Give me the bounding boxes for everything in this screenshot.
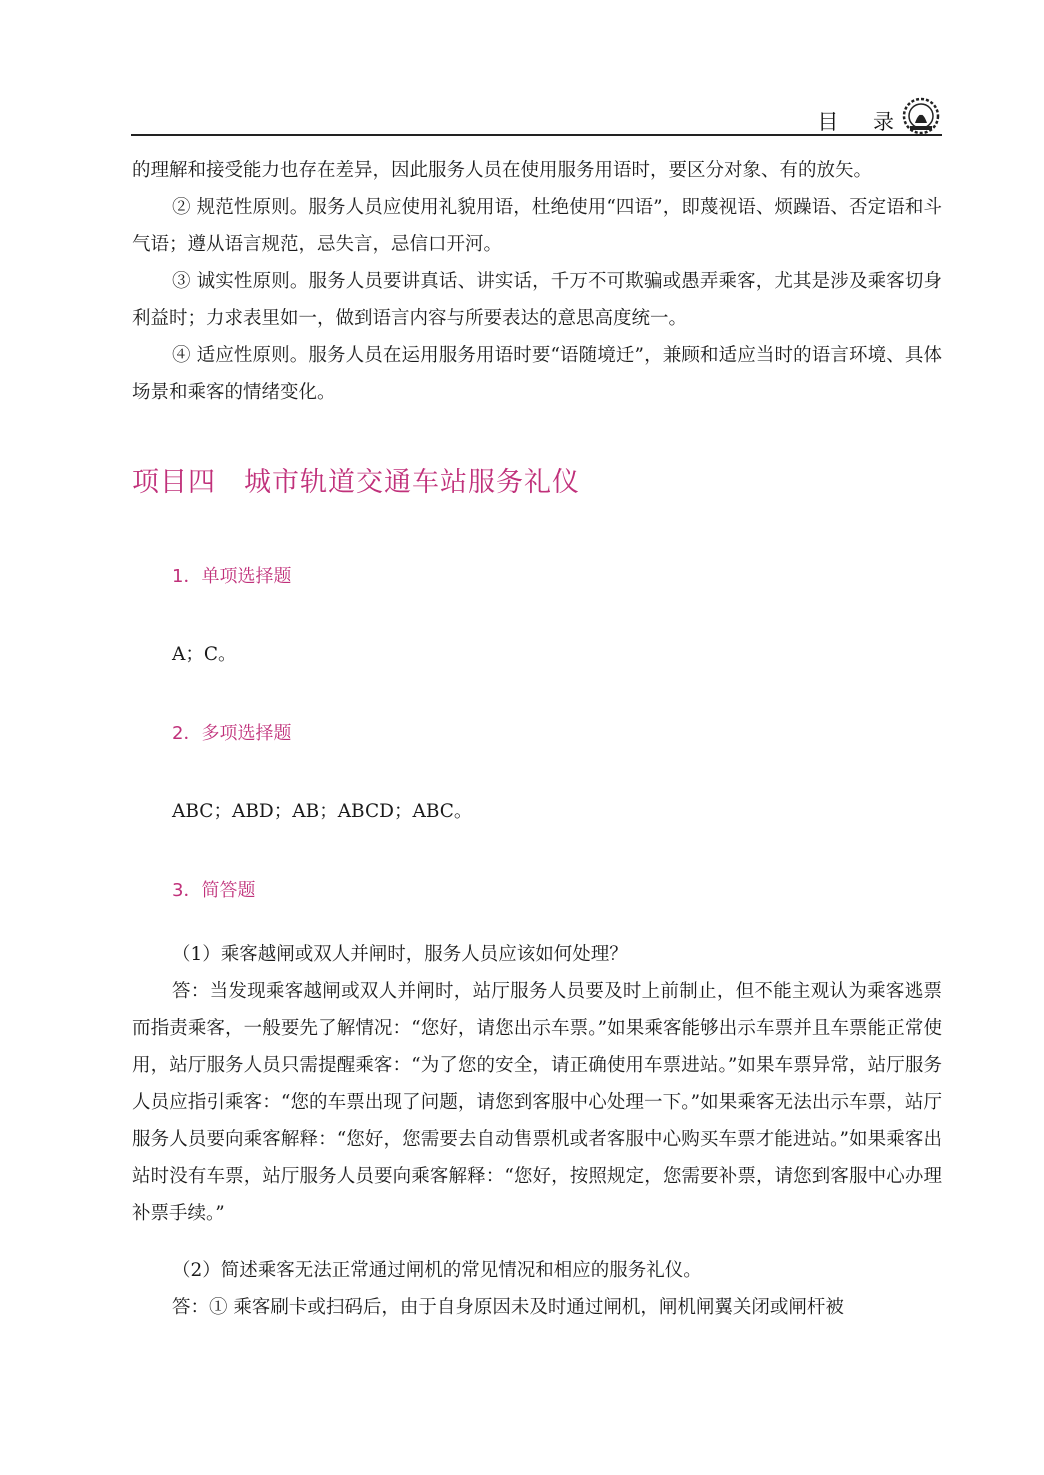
short-answer-2: [132, 1252, 942, 1326]
answer-1: A；C。: [172, 644, 237, 665]
question-text: （1）乘客越闸或双人并闸时，服务人员应该如何处理？: [172, 944, 628, 965]
header-rule: [131, 134, 942, 136]
answer-2: ABC；ABD；AB；ABCD；ABC。: [172, 801, 473, 822]
paragraph: ④ 适应性原则。服务人员在运用服务用语时要“语随境迁”，兼顾和适应当时的语言环境、具体场景和乘客的情绪变化。: [132, 345, 942, 403]
answer-text: 答：① 乘客刷卡或扫码后，由于自身原因未及时通过闸机，闸机闸翼关闭或闸杆被: [172, 1297, 844, 1318]
section-title: 项目四 城市轨道交通车站服务礼仪: [132, 467, 580, 498]
question-heading-3: 3．简答题: [172, 880, 256, 901]
short-answer-1: [132, 936, 942, 1232]
intro-text-block: [132, 152, 942, 411]
paragraph: 的理解和接受能力也存在差异，因此服务人员在使用服务用语时，要区分对象、有的放矢。: [132, 160, 873, 181]
question-text: （2）简述乘客无法正常通过闸机的常见情况和相应的服务礼仪。: [172, 1260, 702, 1281]
question-heading-1: 1．单项选择题: [172, 566, 292, 587]
publisher-emblem-icon: [901, 96, 941, 136]
paragraph: ③ 诚实性原则。服务人员要讲真话、讲实话，千万不可欺骗或愚弄乘客，尤其是涉及乘客切身利益时；力求表里如一，做到语言内容与所要表达的意思高度统一。: [132, 271, 942, 329]
paragraph: ② 规范性原则。服务人员应使用礼貌用语，杜绝使用“四语”，即蔑视语、烦躁语、否定语和斗气语；遵从语言规范，忌失言，忌信口开河。: [132, 197, 942, 255]
question-heading-2: 2．多项选择题: [172, 723, 292, 744]
header-title: 目 录: [817, 110, 908, 134]
answer-text: 答：当发现乘客越闸或双人并闸时，站厅服务人员要及时上前制止，但不能主观认为乘客逃票而指责乘客，一般要先了解情况：“您好，请您出示车票。”如果乘客能够出示车票并且车票能正常使用，站厅服务人员只需提醒乘客：“为了您的安全，请正确使用车票进站。”如果车票异常，站厅服务人员应指引乘客：“您的车票出现了问题，请您到客服中心处理一下。”如果乘客无法出示车票，站厅服务人员要向乘客解释：“您好，您需要去自动售票机或者客服中心购买车票才能进站。”如果乘客出站时没有车票，站厅服务人员要向乘客解释：“您好，按照规定，您需要补票，请您到客服中心办理补票手续。”: [132, 981, 942, 1224]
